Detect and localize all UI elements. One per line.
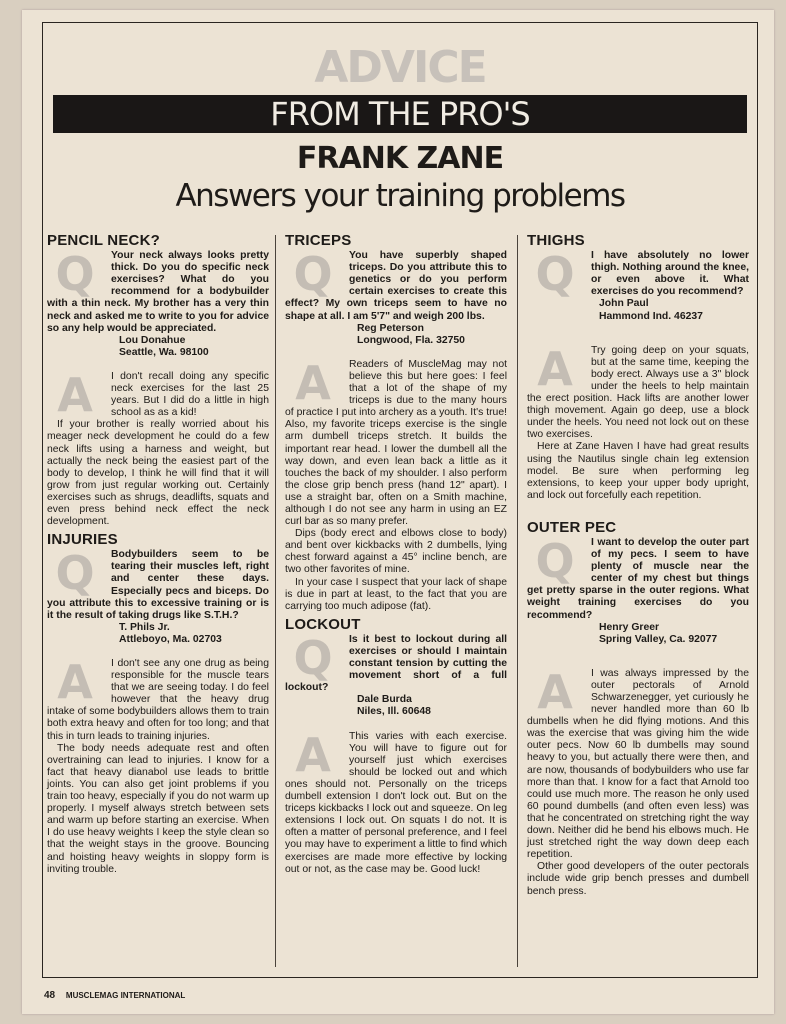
section-pencil-neck <box>47 232 269 528</box>
answer-paragraph: I don't recall doing any specific neck exercises for the last 25 years. But I did do a little in high school as as a kid! <box>111 370 269 419</box>
question <box>47 546 269 646</box>
a-letter-icon: A <box>295 355 331 410</box>
q-letter-icon: Q <box>55 546 95 601</box>
answer <box>527 664 749 898</box>
signature-place: Spring Valley, Ca. 92077 <box>599 633 718 645</box>
section-title: INJURIES <box>47 531 118 549</box>
answer-paragraph: In your case I suspect that your lack of shape is due in part at least, to the fact that you are carrying too much adipose (fat). <box>285 576 507 612</box>
answer-paragraph: I was always impressed by the outer pectorals of Arnold Schwarzenegger, yet curiously he never handled more than 60 lb dumbells when he did flying motions. And this was the exercise that was giving him the wide outer pecs. Now 60 lb dumbells may sound heavy to you, but actually there were then, and are now, thousands of bodybuilders who use far more than that. I know for a fact that Arnold too could use much more. The reason he only used 60 pound dumbells (and often even less) was that he concentrated on stretching right the way down. Neither did he bend his elbows much. He just stretched right the way down deep each repetition. <box>527 667 749 861</box>
answer <box>285 727 507 876</box>
question <box>527 247 749 323</box>
a-letter-icon: A <box>57 655 93 709</box>
answer-paragraph: Dips (body erect and elbows close to body) and bent over kickbacks with 2 dumbells, lying chest forward against a 45° incline bench, are two other favorites of mine. <box>285 528 507 576</box>
author-name: FRANK ZANE <box>296 141 504 176</box>
question-text: Is it best to lockout during all exercises or should I maintain constant tension by cutting the movement short of a full lockout? <box>285 633 507 694</box>
signature-name: John Paul <box>599 298 649 310</box>
question <box>285 247 507 347</box>
question-text: Your neck always looks pretty thick. Do you do specific neck exercises? What do you recommend for a bodybuilder with a thin neck. My brother has a very thin neck and asked me to write to you for advice so any help would be appreciated. <box>47 250 269 334</box>
signature-place: Hammond Ind. 46237 <box>599 310 703 322</box>
a-letter-icon: A <box>537 664 573 719</box>
answer <box>285 355 507 613</box>
question-text: You have superbly shaped triceps. Do you attribute this to genetics or do you perform certain exercises to create this effect? My own triceps seem to have no shape at all. I am 5'7" and weigh 200 lbs. <box>285 250 507 322</box>
magazine-page <box>22 10 774 1014</box>
a-letter-icon: A <box>57 367 93 422</box>
signature-name: Reg Peterson <box>357 322 424 334</box>
section-title: THIGHS <box>527 232 585 249</box>
signature-place: Attleboyo, Ma. 02703 <box>119 633 222 645</box>
column-3 <box>527 229 749 957</box>
signature-name: Dale Burda <box>357 694 412 706</box>
section-lockout <box>285 615 507 876</box>
signature-place: Niles, Ill. 60648 <box>357 706 431 718</box>
answer-paragraph: If your brother is really worried about his meager neck development he could do a few neck lifts using a harness and weight, but actually the neck being the easiest part of the body to develop, I think he will find that it will grow from just regular working out. Certainly exercises such as shrugs, deadlifts, squats and even press behind neck effect the neck development. <box>47 419 269 528</box>
page-number: 48 <box>44 990 56 1001</box>
footer <box>44 990 185 1001</box>
a-letter-icon: A <box>537 341 573 396</box>
answer-paragraph: Here at Zane Haven I have had great results using the Nautilus single chain leg extension model. Be sure when performing leg extensions, to keep your upper body upright, and lock out forcefully each repetition. <box>527 441 749 501</box>
column-divider <box>275 235 276 967</box>
section-title: OUTER PEC <box>527 518 617 536</box>
advice-heading: ADVICE <box>314 42 486 93</box>
signature-name: Lou Donahue <box>119 334 186 346</box>
answer <box>47 367 269 528</box>
signature-place: Longwood, Fla. 32750 <box>357 334 465 346</box>
magazine-name: MUSCLEMAG INTERNATIONAL <box>65 991 186 1000</box>
column-2 <box>285 229 507 957</box>
section-title: TRICEPS <box>285 232 352 249</box>
answer-paragraph: This varies with each exercise. You will have to figure out for yourself just which exercises should be locked out and which ones should not. Personally on the triceps dumbell extension I don't lock out. But on the triceps kickbacks I lock out and squeeze. On leg extensions I lock out. On squats I do not. It is often a matter of personal preference, and I feel you may have to experiment a little to find which exercises are made more effective by locking out or not, as the case may be. Good luck! <box>285 730 507 875</box>
question <box>527 533 749 646</box>
column-1 <box>47 229 269 957</box>
q-letter-icon: Q <box>293 630 333 685</box>
banner: FROM THE PRO'S <box>53 95 747 133</box>
column-divider <box>517 235 518 967</box>
q-letter-icon: Q <box>293 247 333 302</box>
answer-paragraph: The body needs adequate rest and often overtraining can lead to injuries. I know for a fact that heavy dianabol use leads to brittle joints. You can also get joint problems if you train too heavy, especially if you do not warm up properly. I myself always stretch between sets and warm up before starting an exercise. When I do use heavy weights I keep the style clean so that the weight stays in the groove. Bouncing and hoisting heavy weights in sloppy form is inviting trouble. <box>47 742 269 875</box>
page-frame <box>42 22 758 978</box>
answer-paragraph: Readers of MuscleMag may not believe this but here goes: I feel that a lot of the shape of my triceps is due to the many hours of practice I put into archery as a youth. It's true! Also, my favorite triceps exercise is the single arm dumbell triceps stretch. It builds the important rear head. I lower the dumbell all the way down, and even lean back a little as it touches the back of my shoulder. I also perform the close grip bench press (hand 12" apart). I use a straight bar, often on a Smith machine, although I do not see any harm in using an EZ curl bar as so many prefer. <box>285 358 507 528</box>
q-letter-icon: Q <box>55 247 95 302</box>
signature-place: Seattle, Wa. 98100 <box>119 346 209 358</box>
answer-paragraph: I don't see any one drug as being responsible for the muscle tears that we are seeing today. I do feel however that the heavy drug intake of some bodybuilders allows them to train both extra heavy and often for too long; and that this in turn leads to training injuries. <box>47 658 269 742</box>
section-thighs <box>527 232 749 502</box>
answer-paragraph: Try going deep on your squats, but at the same time, keeping the body erect. Always use a 3" block under the heels to help maintain the erect position. Hack lifts are another lower thigh movement. Again go deep, use a block under the heels. You need not lock out on these two exercises. <box>527 344 749 441</box>
section-triceps <box>285 232 507 613</box>
answer <box>527 341 749 502</box>
section-outer-pec <box>527 518 749 898</box>
q-letter-icon: Q <box>535 247 575 302</box>
question-text: Bodybuilders seem to be tearing their muscles left, right and center these days. Especially pecs and biceps. Do you attribute this to excessive training or is it the result of taking drugs like S.T.H.? <box>47 549 269 621</box>
answer <box>47 655 269 876</box>
q-letter-icon: Q <box>535 533 575 588</box>
signature-name: Henry Greer <box>599 621 660 633</box>
question <box>47 247 269 359</box>
question-text: I have absolutely no lower thigh. Nothing around the knee, or even above it. What exercises do you recommend? <box>591 250 749 298</box>
question <box>285 630 507 719</box>
a-letter-icon: A <box>295 727 331 782</box>
question-text: I want to develop the outer part of my pecs. I seem to have plenty of muscle near the center of my chest but things get pretty sparse in the outer regions. What weight training exercises do you recommend? <box>527 536 749 621</box>
section-title: PENCIL NECK? <box>47 232 160 249</box>
section-injuries <box>47 531 269 876</box>
subtitle: Answers your training problems <box>175 178 625 214</box>
signature-name: T. Phils Jr. <box>119 621 170 633</box>
section-title: LOCKOUT <box>285 615 361 633</box>
answer-paragraph: Other good developers of the outer pectorals include wide grip bench presses and dumbell bench press. <box>527 861 749 897</box>
